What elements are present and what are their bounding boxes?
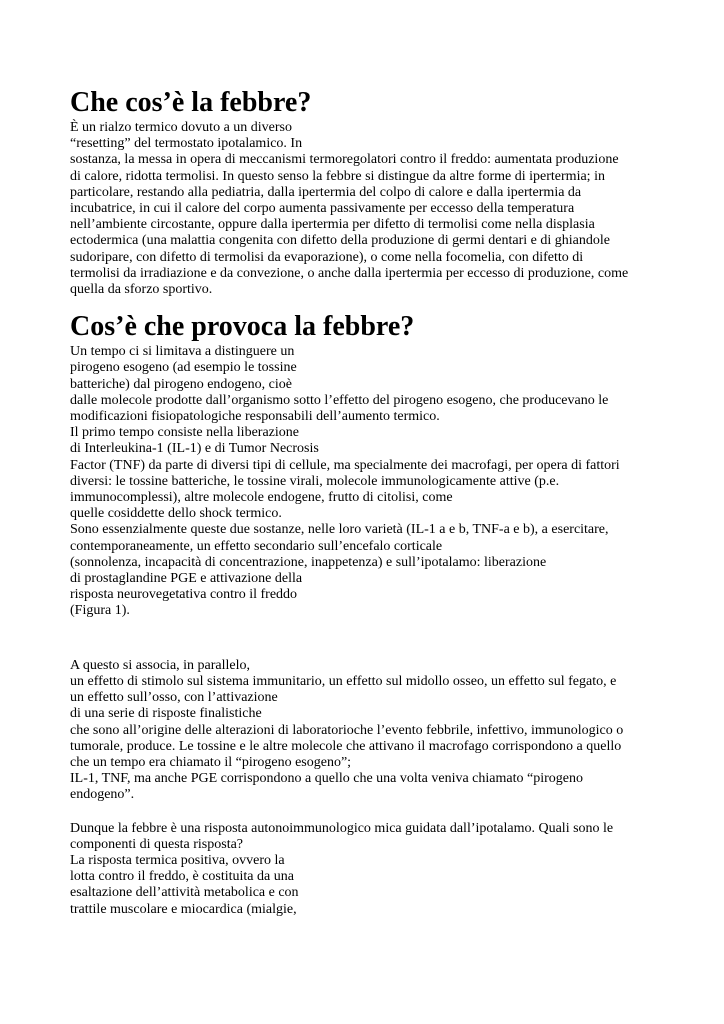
text-line: ectodermica (una malattia congenita con difetto della produzione di germi dentari e di ghiandole (70, 233, 610, 249)
text-line: (Figura 1). (70, 603, 130, 619)
text-line: Factor (TNF) da parte di diversi tipi di cellule, ma specialmente dei macrofagi, per opera di fattori (70, 457, 620, 473)
text-line: trattile muscolare e miocardica (mialgie, (70, 901, 297, 917)
paragraph-spacer (70, 804, 660, 821)
section-heading-fever: Che cos’è la febbre? (70, 87, 312, 118)
text-line: dalle molecole prodotte dall’organismo sotto l’effetto del pirogeno esogeno, che producevano le (70, 392, 609, 408)
text-line: immunocomplessi), altre molecole endogene, frutto di citolisi, come (70, 490, 453, 506)
text-line: che sono all’origine delle alterazioni di laboratorioche l’evento febbrile, infettivo, immunologico o (70, 722, 624, 738)
text-line: nell’ambiente circostante, oppure dalla ipertermia per difetto di termolisi come nella displasia (70, 217, 595, 233)
text-line: Dunque la febbre è una risposta autonoimmunologico mica guidata dall’ipotalamo. Quali sono le (70, 820, 614, 836)
paragraph-fever-definition (70, 120, 660, 298)
paragraph-parallel-effects (70, 658, 660, 804)
text-line: quella da sforzo sportivo. (70, 282, 213, 298)
text-line: incubatrice, in cui il calore del corpo aumenta passivamente per eccesso della temperatura (70, 201, 575, 217)
text-line: sudoripare, con difetto di termolisi da evaporazione), o come nella focomelia, con difetto di (70, 249, 584, 265)
text-line: di prostaglandine PGE e attivazione della (70, 571, 303, 587)
text-line: batteriche) dal pirogeno endogeno, cioè (70, 376, 292, 392)
text-line: tumorale, produce. Le tossine e le altre molecole che attivano il macrofago corrispondono a quello (70, 738, 622, 754)
text-line: componenti di questa risposta? (70, 836, 244, 852)
text-line: che un tempo era chiamato il “pirogeno esogeno”; (70, 754, 352, 770)
text-line: termolisi da irradiazione e da convezione, o anche dalla ipertermia per eccesso di produzione, come (70, 265, 629, 281)
text-line: IL-1, TNF, ma anche PGE corrispondono a quello che una volta veniva chiamato “pirogeno (70, 771, 583, 787)
text-line: particolare, restando alla pediatria, dalla ipertermia del colpo di calore e dalla ipertermia da (70, 184, 582, 200)
text-line: La risposta termica positiva, ovvero la (70, 852, 285, 868)
text-line: È un rialzo termico dovuto a un diverso (70, 120, 292, 135)
text-line: endogeno”. (70, 787, 135, 803)
text-line: diversi: le tossine batteriche, le tossine virali, molecole immunologicamente attive (p.e. (70, 473, 560, 489)
section-heading-causes: Cos’è che provoca la febbre? (70, 311, 415, 343)
text-line: pirogeno esogeno (ad esempio le tossine (70, 360, 297, 376)
text-line: sostanza, la messa in opera di meccanismi termoregolatori contro il freddo: aumentata produzione (70, 152, 619, 168)
text-line: Il primo tempo consiste nella liberazione (70, 425, 299, 441)
document-page (70, 86, 660, 918)
text-line: esaltazione dell’attività metabolica e con (70, 885, 299, 901)
paragraph-thermal-response (70, 821, 660, 918)
text-line: quelle cosiddette dello shock termico. (70, 506, 282, 522)
text-line: Un tempo ci si limitava a distinguere un (70, 344, 295, 360)
text-line: (sonnolenza, incapacità di concentrazione, inappetenza) e sull’ipotalamo: liberazione (70, 554, 547, 570)
paragraph-spacer (70, 620, 660, 658)
text-line: “resetting” del termostato ipotalamico. In (70, 136, 303, 152)
text-line: modificazioni fisiopatologiche responsabili dell’aumento termico. (70, 409, 440, 425)
text-line: lotta contro il freddo, è costituita da una (70, 869, 294, 885)
text-line: di calore, ridotta termolisi. In questo senso la febbre si distingue da altre forme di ipertermia; in (70, 168, 605, 184)
text-line: A questo si associa, in parallelo, (70, 657, 251, 673)
text-line: di una serie di risposte finalistiche (70, 706, 262, 722)
text-line: Sono essenzialmente queste due sostanze, nelle loro varietà (IL-1 a e b, TNF-a e b), a esercitare, (70, 522, 609, 538)
text-line: di Interleukina-1 (IL-1) e di Tumor Necrosis (70, 441, 319, 457)
paragraph-pyrogens (70, 344, 660, 619)
text-line: un effetto di stimolo sul sistema immunitario, un effetto sul midollo osseo, un effetto sul fegato, e (70, 673, 617, 689)
text-line: contemporaneamente, un effetto secondario sull’encefalo corticale (70, 538, 443, 554)
text-line: un effetto sull’osso, con l’attivazione (70, 690, 278, 706)
text-line: risposta neurovegetativa contro il freddo (70, 587, 298, 603)
